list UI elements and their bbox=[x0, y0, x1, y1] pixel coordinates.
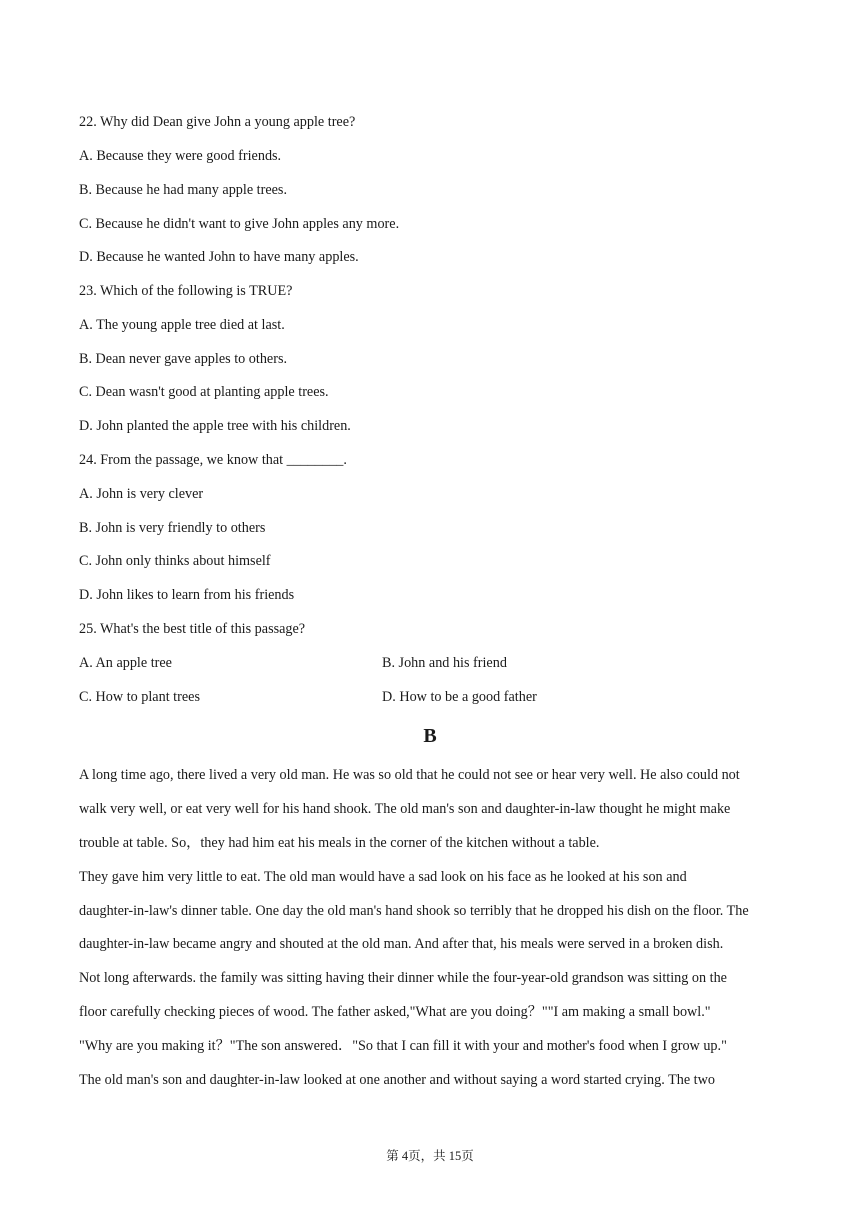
passage-line: trouble at table. So，they had him eat his meals in the corner of the kitchen without a table. bbox=[79, 835, 600, 851]
question-24-stem: 24. From the passage, we know that ________. bbox=[79, 452, 347, 468]
question-23-stem: 23. Which of the following is TRUE? bbox=[79, 283, 293, 299]
question-25-option-a: A. An apple tree bbox=[79, 655, 172, 671]
question-22-option-a: A. Because they were good friends. bbox=[79, 148, 282, 164]
question-23-option-d: D. John planted the apple tree with his children. bbox=[79, 418, 351, 434]
passage-line: daughter-in-law's dinner table. One day the old man's hand shook so terribly that he dropped his dish on the floor. The bbox=[79, 903, 749, 919]
question-22-option-b: B. Because he had many apple trees. bbox=[79, 182, 288, 198]
section-b-heading: B bbox=[423, 725, 437, 747]
question-24-option-a: A. John is very clever bbox=[79, 486, 204, 502]
question-23-option-b: B. Dean never gave apples to others. bbox=[79, 351, 288, 367]
page-number-footer: 第 4页，共 15页 bbox=[386, 1149, 474, 1163]
question-24-option-d: D. John likes to learn from his friends bbox=[79, 587, 295, 603]
passage-line: floor carefully checking pieces of wood. The father asked,"What are you doing？""I am making a small bowl." bbox=[79, 1004, 711, 1020]
question-22-stem: 22. Why did Dean give John a young apple tree? bbox=[79, 114, 356, 130]
question-25-option-d: D. How to be a good father bbox=[382, 689, 537, 705]
question-23-option-a: A. The young apple tree died at last. bbox=[79, 317, 285, 333]
passage-line: walk very well, or eat very well for his hand shook. The old man's son and daughter-in-law thought he might make bbox=[79, 801, 731, 817]
passage-line: "Why are you making it？"The son answered．"So that I can fill it with your and mother's food when I grow up." bbox=[79, 1038, 727, 1054]
question-22-option-d: D. Because he wanted John to have many apples. bbox=[79, 249, 359, 265]
passage-line: Not long afterwards. the family was sitting having their dinner while the four-year-old grandson was sitting on the bbox=[79, 970, 727, 986]
question-25-option-c: C. How to plant trees bbox=[79, 689, 200, 705]
question-24-option-c: C. John only thinks about himself bbox=[79, 553, 271, 569]
question-25-stem: 25. What's the best title of this passage? bbox=[79, 621, 306, 637]
question-25-option-b: B. John and his friend bbox=[382, 655, 507, 671]
passage-line: daughter-in-law became angry and shouted at the old man. And after that, his meals were served in a broken dish. bbox=[79, 936, 724, 952]
question-23-option-c: C. Dean wasn't good at planting apple trees. bbox=[79, 384, 329, 400]
question-22-option-c: C. Because he didn't want to give John apples any more. bbox=[79, 216, 400, 232]
passage-line: The old man's son and daughter-in-law looked at one another and without saying a word started crying. The two bbox=[79, 1072, 715, 1088]
passage-line: A long time ago, there lived a very old man. He was so old that he could not see or hear very well. He also could not bbox=[79, 767, 740, 783]
passage-line: They gave him very little to eat. The old man would have a sad look on his face as he looked at his son and bbox=[79, 869, 687, 885]
question-24-option-b: B. John is very friendly to others bbox=[79, 520, 266, 536]
